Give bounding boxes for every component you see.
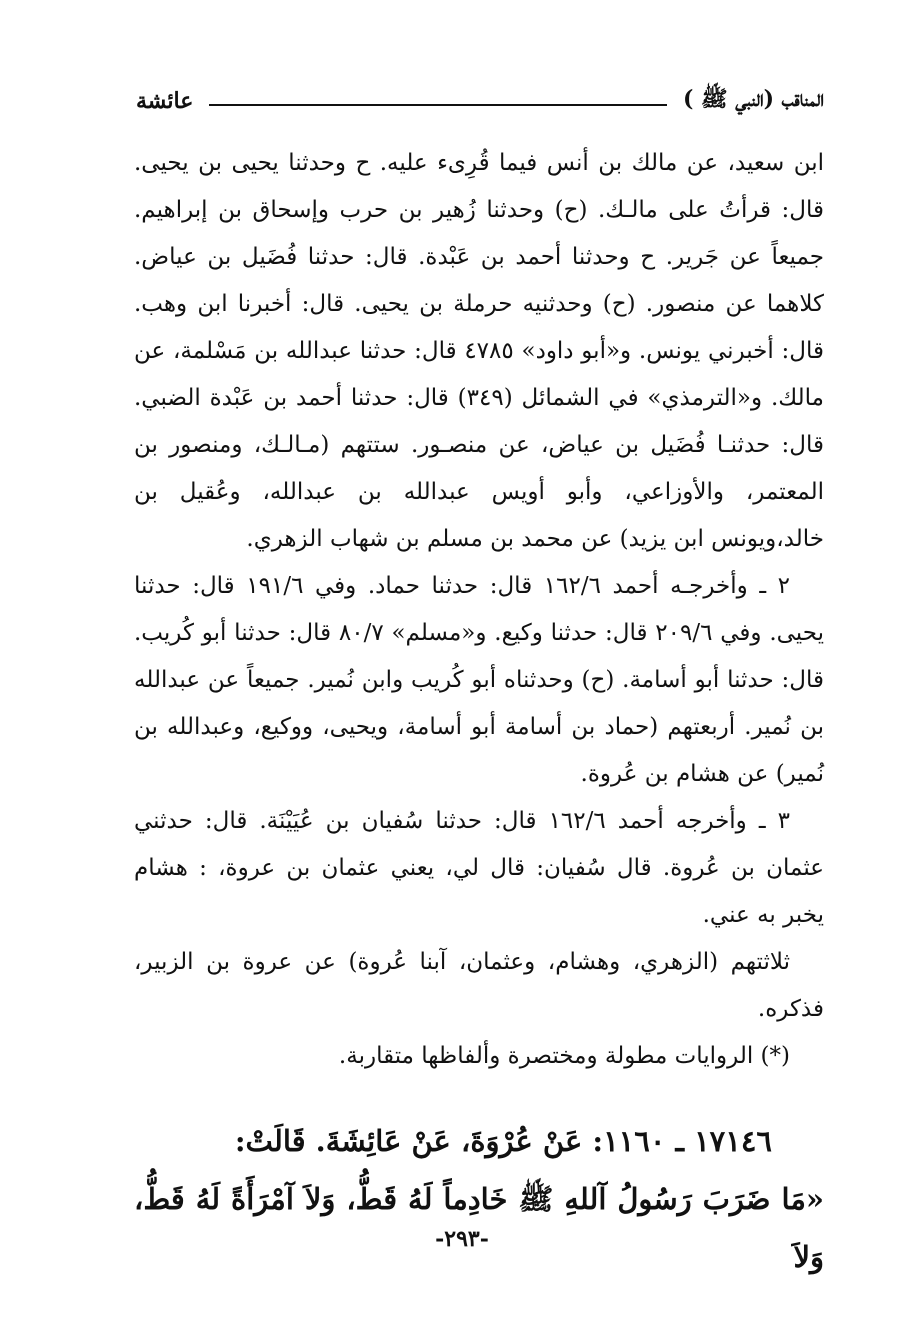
footnote-text (134, 140, 824, 1080)
paragraph-2: ٢ ـ وأخرجـه أحمد ١٦٢/٦ قال: حدثنا حماد. وفي ١٩١/٦ قال: حدثنا يحيى. وفي ٢٠٩/٦ قال: حدثنا وكيع. و«مسلم» ٨٠/٧ قال: حدثنا أبو كُريب. قال: حدثنا أبو أسامة. (ح) وحدثناه أبو كُريب وابن نُمير. جميعاً عن عبدالله بن نُمير. أربعتهم (حماد بن أسامة أبو أسامة، ويحيى، ووكيع، وعبدالله بن نُمير) عن هشام بن عُروة. (134, 573, 824, 787)
hadith-line-2: «مَا ضَرَبَ رَسُولُ آللهِ ﷺ خَادِماً لَهُ قَطُّ، وَلاَ آمْرَأَةً لَهُ قَطُّ، وَلاَ (134, 1182, 824, 1274)
paragraph-1: ابن سعيد، عن مالك بن أنس فيما قُرِىء عليه. ح وحدثنا يحيى بن يحيى. قال: قرأتُ على مالـك. (ح) وحدثنا زُهير بن حرب وإسحاق بن إبراهيم. جميعاً عن جَرير. ح وحدثنا أحمد بن عَبْدة. قال: حدثنا فُضَيل بن عياض. كلاهما عن منصور. (ح) وحدثنيه حرملة بن يحيى. قال: أخبرنا ابن وهب. قال: أخبرني يونس. و«أبو داود» ٤٧٨٥ قال: حدثنا عبدالله بن مَسْلمة، عن مالك. و«الترمذي» في الشمائل (٣٤٩) قال: حدثنا أحمد بن عَبْدة الضبي. قال: حدثنـا فُضَيل بن عياض، عن منصـور. ستتهم (مـالـك، ومنصور بن المعتمر، والأوزاعي، وأبو أويس عبدالله بن عبدالله، وعُقيل بن خالد،ويونس ابن يزيد) عن محمد بن مسلم بن شهاب الزهري. (134, 150, 824, 552)
header-rule (209, 104, 667, 106)
running-header (136, 82, 824, 120)
paragraph-4: ثلاثتهم (الزهري، وهشام، وعثمان، آبنا عُروة) عن عروة بن الزبير، فذكره. (134, 949, 824, 1022)
paragraph-3: ٣ ـ وأخرجه أحمد ١٦٢/٦ قال: حدثنا سُفيان بن عُيَيْنَة. قال: حدثني عثمان بن عُروة. قال سُفيان: قال لي، يعني عثمان بن عروة، : هشام يخبر به عني. (134, 808, 824, 928)
note: (*) الروايات مطولة ومختصرة وألفاظها متقاربة. (338, 1043, 790, 1069)
page-number: -٢٩٣- (435, 1226, 489, 1252)
hadith-line-1: ١٧١٤٦ ـ ١١٦٠: عَنْ عُرْوَةَ، عَنْ عَائِشَةَ. قَالَتْ: (234, 1124, 772, 1158)
header-section-title: المناقب (النبي ﷺ ) (682, 86, 824, 112)
hadith-block (134, 1112, 824, 1286)
header-chapter-title: عائشة (136, 88, 194, 114)
